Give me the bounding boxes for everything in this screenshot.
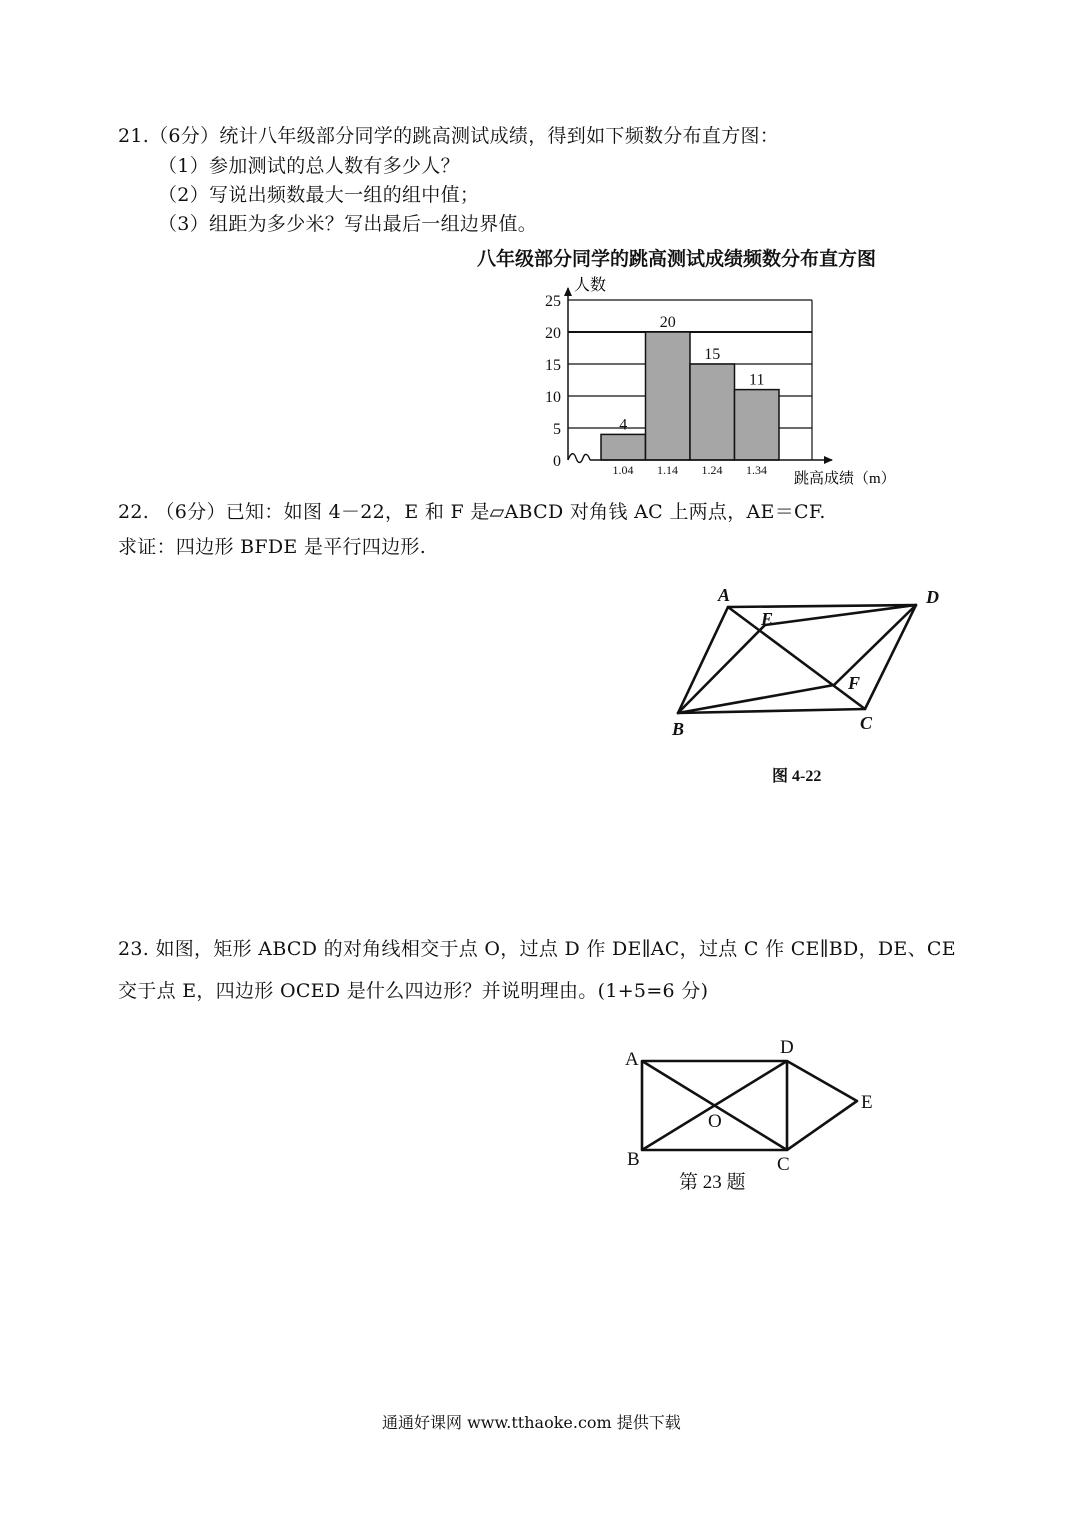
point-b-label: B: [627, 1149, 640, 1170]
point-b-label: B: [672, 719, 685, 739]
x-tick-label: 1.04: [612, 463, 634, 477]
q23-figure-caption: 第 23 题: [679, 1172, 746, 1193]
axis-break-squiggle: [568, 454, 590, 463]
y-tick-label: 20: [545, 325, 561, 342]
x-tick-label: 1.24: [701, 463, 723, 477]
segment-fd: [834, 605, 916, 685]
point-a-label: A: [625, 1049, 639, 1070]
point-e-label: E: [761, 609, 774, 629]
histogram-bar: [735, 390, 780, 460]
point-o-label: O: [708, 1111, 722, 1132]
histogram-chart: [530, 270, 930, 490]
q21-sub1: （1）参加测试的总人数有多少人？: [158, 155, 460, 177]
q23-line1: 23. 如图，矩形 ABCD 的对角线相交于点 O，过点 D 作 DE∥AC，过点 C 作 CE∥BD，DE、CE: [118, 938, 956, 960]
q23-rectangle-figure: [615, 1030, 895, 1200]
q22-parallelogram-figure: [660, 575, 960, 795]
diagonal-ac: [728, 607, 865, 709]
bar-data-label: 4: [619, 416, 628, 434]
page-footer: 通通好课网 www.tthaoke.com 提供下载: [382, 1413, 681, 1432]
y-tick-label: 25: [545, 293, 561, 310]
bar-data-label: 20: [659, 314, 676, 331]
x-axis-label: 跳高成绩（m）: [794, 471, 896, 487]
q23-line2: 交于点 E，四边形 OCED 是什么四边形？并说明理由。(1+5=6 分): [118, 980, 709, 1002]
y-tick-labels: [545, 293, 561, 470]
q22-line1: 22. （6分）已知：如图 4－22，E 和 F 是▱ABCD 对角钱 AC 上两点，AE＝CF.: [118, 501, 826, 523]
x-tick-label: 1.34: [746, 463, 767, 477]
point-c-label: C: [860, 713, 873, 733]
y-tick-label: 5: [553, 421, 561, 438]
y-tick-label: 10: [545, 389, 561, 406]
q21-sub3: （3）组距为多少米？写出最后一组边界值。: [158, 213, 538, 235]
point-a-label: A: [718, 585, 731, 605]
q22-figure-caption: 图 4-22: [772, 768, 822, 785]
point-c-label: C: [777, 1154, 790, 1175]
point-e-label: E: [861, 1092, 873, 1113]
x-tick-label: 1.14: [657, 463, 678, 477]
bar-data-label: 15: [704, 346, 721, 363]
segment-ed: [765, 605, 916, 625]
q22-line2: 求证：四边形 BFDE 是平行四边形.: [118, 536, 427, 558]
bar-data-label: 11: [749, 371, 765, 389]
histogram-bar: [690, 364, 735, 460]
histogram-bar: [601, 434, 646, 460]
y-tick-label: 0: [553, 453, 561, 470]
histogram-bar: [646, 332, 691, 460]
q21-header: 21.（6分）统计八年级部分同学的跳高测试成绩，得到如下频数分布直方图：: [118, 125, 780, 147]
y-axis-label: 人数: [574, 277, 607, 294]
q21-sub2: （2）写说出频数最大一组的组中值；: [158, 184, 480, 206]
y-tick-label: 15: [545, 357, 561, 374]
segments-de-ec: [787, 1061, 857, 1150]
chart-title: 八年级部分同学的跳高测试成绩频数分布直方图: [477, 248, 877, 270]
point-d-label: D: [780, 1037, 794, 1058]
point-d-label: D: [926, 587, 939, 607]
x-tick-labels: [613, 463, 768, 477]
point-f-label: F: [848, 673, 861, 693]
